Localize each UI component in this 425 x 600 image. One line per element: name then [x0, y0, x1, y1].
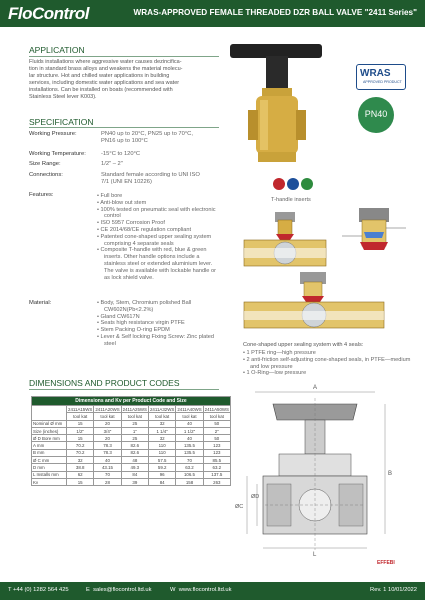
table-cell: 48 — [121, 457, 148, 464]
table-cell: 32 — [148, 435, 175, 442]
column-header: 2411A40WS — [177, 406, 202, 412]
table-cell: 50 — [203, 435, 230, 442]
email-prefix: E — [86, 587, 90, 593]
sealing-diagram-section — [240, 208, 330, 273]
table-cell: 110 — [148, 442, 175, 449]
spec-label: Working Temperature: — [29, 151, 86, 157]
table-cell: 78.3 — [94, 449, 121, 456]
list-item: • Body, Stem, Chromium polished Ball CW602N(Pb<2.2%) — [97, 300, 192, 313]
application-line: tion in standard brass alloys and weakens the material molecu- — [29, 66, 183, 72]
row-label: Size (inches) — [32, 427, 67, 434]
table-cell: 70 — [94, 471, 121, 478]
row-label: Nominal Ø mm — [32, 420, 67, 427]
t-handle-inserts — [272, 177, 316, 191]
table-cell: 15 — [67, 435, 94, 442]
dim-label-a: A — [313, 385, 318, 391]
table-cell: 32 — [67, 457, 94, 464]
table-cell: 1" — [121, 427, 148, 434]
table-row — [32, 478, 231, 485]
table-row — [32, 435, 231, 442]
table-body — [32, 420, 231, 486]
spec-value — [101, 172, 200, 186]
table-cell: 49.3 — [121, 464, 148, 471]
column-subheader: tool kat — [67, 413, 94, 420]
wras-logo-text: WRAS — [360, 68, 391, 79]
spec-value — [101, 131, 193, 145]
email-link[interactable]: sales@flocontrol.ltd.uk — [93, 587, 152, 593]
table-cell: 135.5 — [176, 449, 203, 456]
row-label: D mm — [32, 464, 67, 471]
footer-revision: Rev. 1 10/01/2022 — [370, 587, 417, 593]
list-item: • 1 O-Ring—low pressure — [243, 370, 307, 377]
effebi-logo: EFFEBI — [377, 560, 395, 566]
spec-value-line: PN40 up to 20°C, PN25 up to 70°C, — [101, 131, 193, 137]
table-row — [32, 427, 231, 434]
table-cell: 63.2 — [176, 464, 203, 471]
list-item: • Lever & Self locking Fixing Screw: Zinc plated steel — [97, 333, 214, 347]
spec-value-line: 7/1 (UNI EN 10226) — [101, 179, 152, 185]
column-header: 2411A15WS — [68, 406, 93, 412]
column-subheader: tool kat — [203, 413, 230, 420]
table-cell: 40 — [94, 457, 121, 464]
table-cell: 85.5 — [203, 457, 230, 464]
table-cell: 263 — [203, 478, 230, 485]
divider — [29, 389, 219, 390]
column-header: 2411A25WS — [122, 406, 147, 412]
table-cell: 25 — [121, 420, 148, 427]
table-cell: 25 — [121, 435, 148, 442]
table-corner — [32, 406, 67, 421]
list-item: • Seats high resistance virgin PTFE — [97, 320, 185, 327]
spec-label: Working Pressure: — [29, 131, 77, 137]
table-cell: 70.2 — [67, 449, 94, 456]
list-item: • Full bore — [97, 193, 123, 199]
web-link[interactable]: www.flocontrol.ltd.uk — [178, 587, 232, 593]
wras-subtext: APPROVED PRODUCT — [363, 80, 402, 84]
table-cell: 57.5 — [148, 457, 175, 464]
page-footer — [0, 582, 425, 600]
spec-value-line: Standard female according to UNI ISO — [101, 172, 200, 178]
table-cell: 84 — [148, 478, 175, 485]
list-item: • Gland CW617N — [97, 313, 140, 320]
table-cell: 123 — [203, 442, 230, 449]
list-item: • CE 2014/68/CE regulation compliant — [97, 226, 192, 233]
table-cell: 15 — [67, 478, 94, 485]
row-label: Kv — [32, 478, 67, 485]
page-header — [0, 0, 425, 27]
table-cell: 38.8 — [67, 464, 94, 471]
table-cell: 50 — [203, 420, 230, 427]
column-subheader: tool kat — [176, 413, 203, 420]
list-item: • Composite T-handle with red, blue & green inserts. Other handle options include a stainless steel or extended aluminium lever. The valve is available with lockable handle or as lock shield valve. — [97, 247, 216, 281]
table-cell: 28 — [94, 478, 121, 485]
table-cell: 70.2 — [67, 442, 94, 449]
table-cell: 158 — [176, 478, 203, 485]
column-subheader: tool kat — [94, 413, 121, 420]
application-line: Stainless Steel lever K003). — [29, 94, 97, 100]
table-header-row — [32, 406, 231, 413]
web-prefix: W — [170, 587, 176, 593]
table-cell: 43.15 — [94, 464, 121, 471]
row-label: Ø D Bore mm — [32, 435, 67, 442]
brand-logo: FloControl — [8, 4, 89, 23]
table-cell: 20 — [94, 435, 121, 442]
list-item: • Anti-blow out stem — [97, 199, 147, 206]
table-cell: 123 — [203, 449, 230, 456]
application-heading: APPLICATION — [29, 45, 85, 55]
table-cell: 78.3 — [94, 442, 121, 449]
row-label: A mm — [32, 442, 67, 449]
sealing-detail-diagram — [334, 208, 414, 268]
application-line: services, including domestic water applications and sea water — [29, 80, 180, 86]
table-cell: 39 — [121, 478, 148, 485]
table-cell: 82.6 — [121, 442, 148, 449]
table-cell: 70 — [176, 457, 203, 464]
specification-heading: SPECIFICATION — [29, 117, 94, 127]
dimensions-table — [31, 396, 231, 486]
dim-label-b: B — [388, 471, 393, 477]
dim-label-c: ØC — [235, 504, 244, 510]
inserts-caption: T-handle inserts — [271, 197, 311, 203]
table-cell: 62 — [67, 471, 94, 478]
application-text — [29, 59, 224, 101]
spec-value: 1/2" – 2" — [101, 161, 123, 167]
table-cell: 1 1/2" — [176, 427, 203, 434]
technical-drawing — [225, 380, 405, 580]
table-cell: 40 — [176, 435, 203, 442]
table-cell: 2" — [203, 427, 230, 434]
spec-value: -15°C to 120°C — [101, 151, 141, 157]
table-cell: 110 — [148, 449, 175, 456]
table-cell: 1/2" — [67, 427, 94, 434]
features-list — [97, 193, 222, 281]
footer-email[interactable] — [86, 587, 152, 593]
row-label: B mm — [32, 449, 67, 456]
table-row — [32, 457, 231, 464]
features-label: Features: — [29, 192, 54, 198]
row-label: L Installs mm — [32, 471, 67, 478]
table-cell: 32 — [148, 420, 175, 427]
table-row — [32, 442, 231, 449]
column-subheader: tool kat — [121, 413, 148, 420]
dim-label-d: ØD — [251, 494, 260, 500]
sealing-list — [243, 350, 413, 377]
table-title-row — [32, 397, 231, 406]
table-cell: 96 — [148, 471, 175, 478]
material-list — [97, 300, 222, 348]
table-row — [32, 471, 231, 478]
pn40-text: PN40 — [364, 109, 388, 119]
list-item: • Patented cone-shaped upper sealing system comprising 4 separate seals — [97, 233, 212, 247]
sealing-caption: Cone-shaped upper sealing system with 4 seals: — [243, 342, 364, 348]
list-item: • 1 PTFE ring—high pressure — [243, 350, 316, 356]
application-line: lar structure. Hot and chilled water applications in building — [29, 73, 170, 79]
spec-value-line: PN16 up to 100°C — [101, 138, 148, 144]
list-item: • 2 anti-friction self-adjusting cone-shaped seals, in PTFE—medium and low pressure — [243, 356, 411, 370]
table-cell: 3/4" — [94, 427, 121, 434]
table-cell: 40 — [176, 420, 203, 427]
table-row — [32, 449, 231, 456]
table-cell: 63.2 — [203, 464, 230, 471]
table-cell: 20 — [94, 420, 121, 427]
divider — [29, 56, 219, 57]
list-item: • ISO 5957 Corrosion Proof — [97, 220, 165, 227]
table-cell: 15 — [67, 420, 94, 427]
footer-phone: T +44 (0) 1282 564 425 — [8, 587, 69, 593]
table-row — [32, 464, 231, 471]
application-line: Fluids installations where aggressive water causes dezincifica- — [29, 59, 182, 65]
table-cell: 135.5 — [176, 442, 203, 449]
spec-label: Size Range: — [29, 161, 61, 167]
column-subheader: tool kat — [148, 413, 175, 420]
table-cell: 137.5 — [203, 471, 230, 478]
list-item: • 100% tested on pneumatic seal with electronic control — [97, 206, 216, 220]
table-cell: 82.6 — [121, 449, 148, 456]
valve-photo — [228, 40, 328, 180]
row-label: Ø C mm — [32, 457, 67, 464]
dim-label-l: L — [313, 552, 317, 558]
table-cell: 1 1/4" — [148, 427, 175, 434]
divider — [29, 127, 219, 128]
column-header: 2411A32WS — [149, 406, 175, 412]
page-title: WRAS-APPROVED FEMALE THREADED DZR BALL VALVE "2411 Series" — [133, 8, 417, 17]
table-cell: 59.2 — [148, 464, 175, 471]
sealing-diagram-full — [240, 270, 395, 335]
application-line: installations. Can be installed on boats (recommended with — [29, 87, 173, 93]
dimensions-heading: DIMENSIONS AND PRODUCT CODES — [29, 378, 180, 388]
pn40-badge — [358, 97, 394, 133]
column-header: 2411A20WS — [95, 406, 120, 412]
footer-web[interactable] — [170, 587, 232, 593]
table-title: Dimensions and Kv per Product Code and Size — [32, 397, 231, 406]
material-label: Material: — [29, 300, 52, 306]
column-header: 2411A50WS — [204, 406, 229, 412]
wras-badge — [356, 64, 406, 90]
spec-label: Connections: — [29, 172, 63, 178]
table-cell: 106.5 — [176, 471, 203, 478]
table-cell: 84 — [121, 471, 148, 478]
table-row — [32, 420, 231, 427]
list-item: • Stem Packing O-ring EPDM — [97, 327, 170, 334]
